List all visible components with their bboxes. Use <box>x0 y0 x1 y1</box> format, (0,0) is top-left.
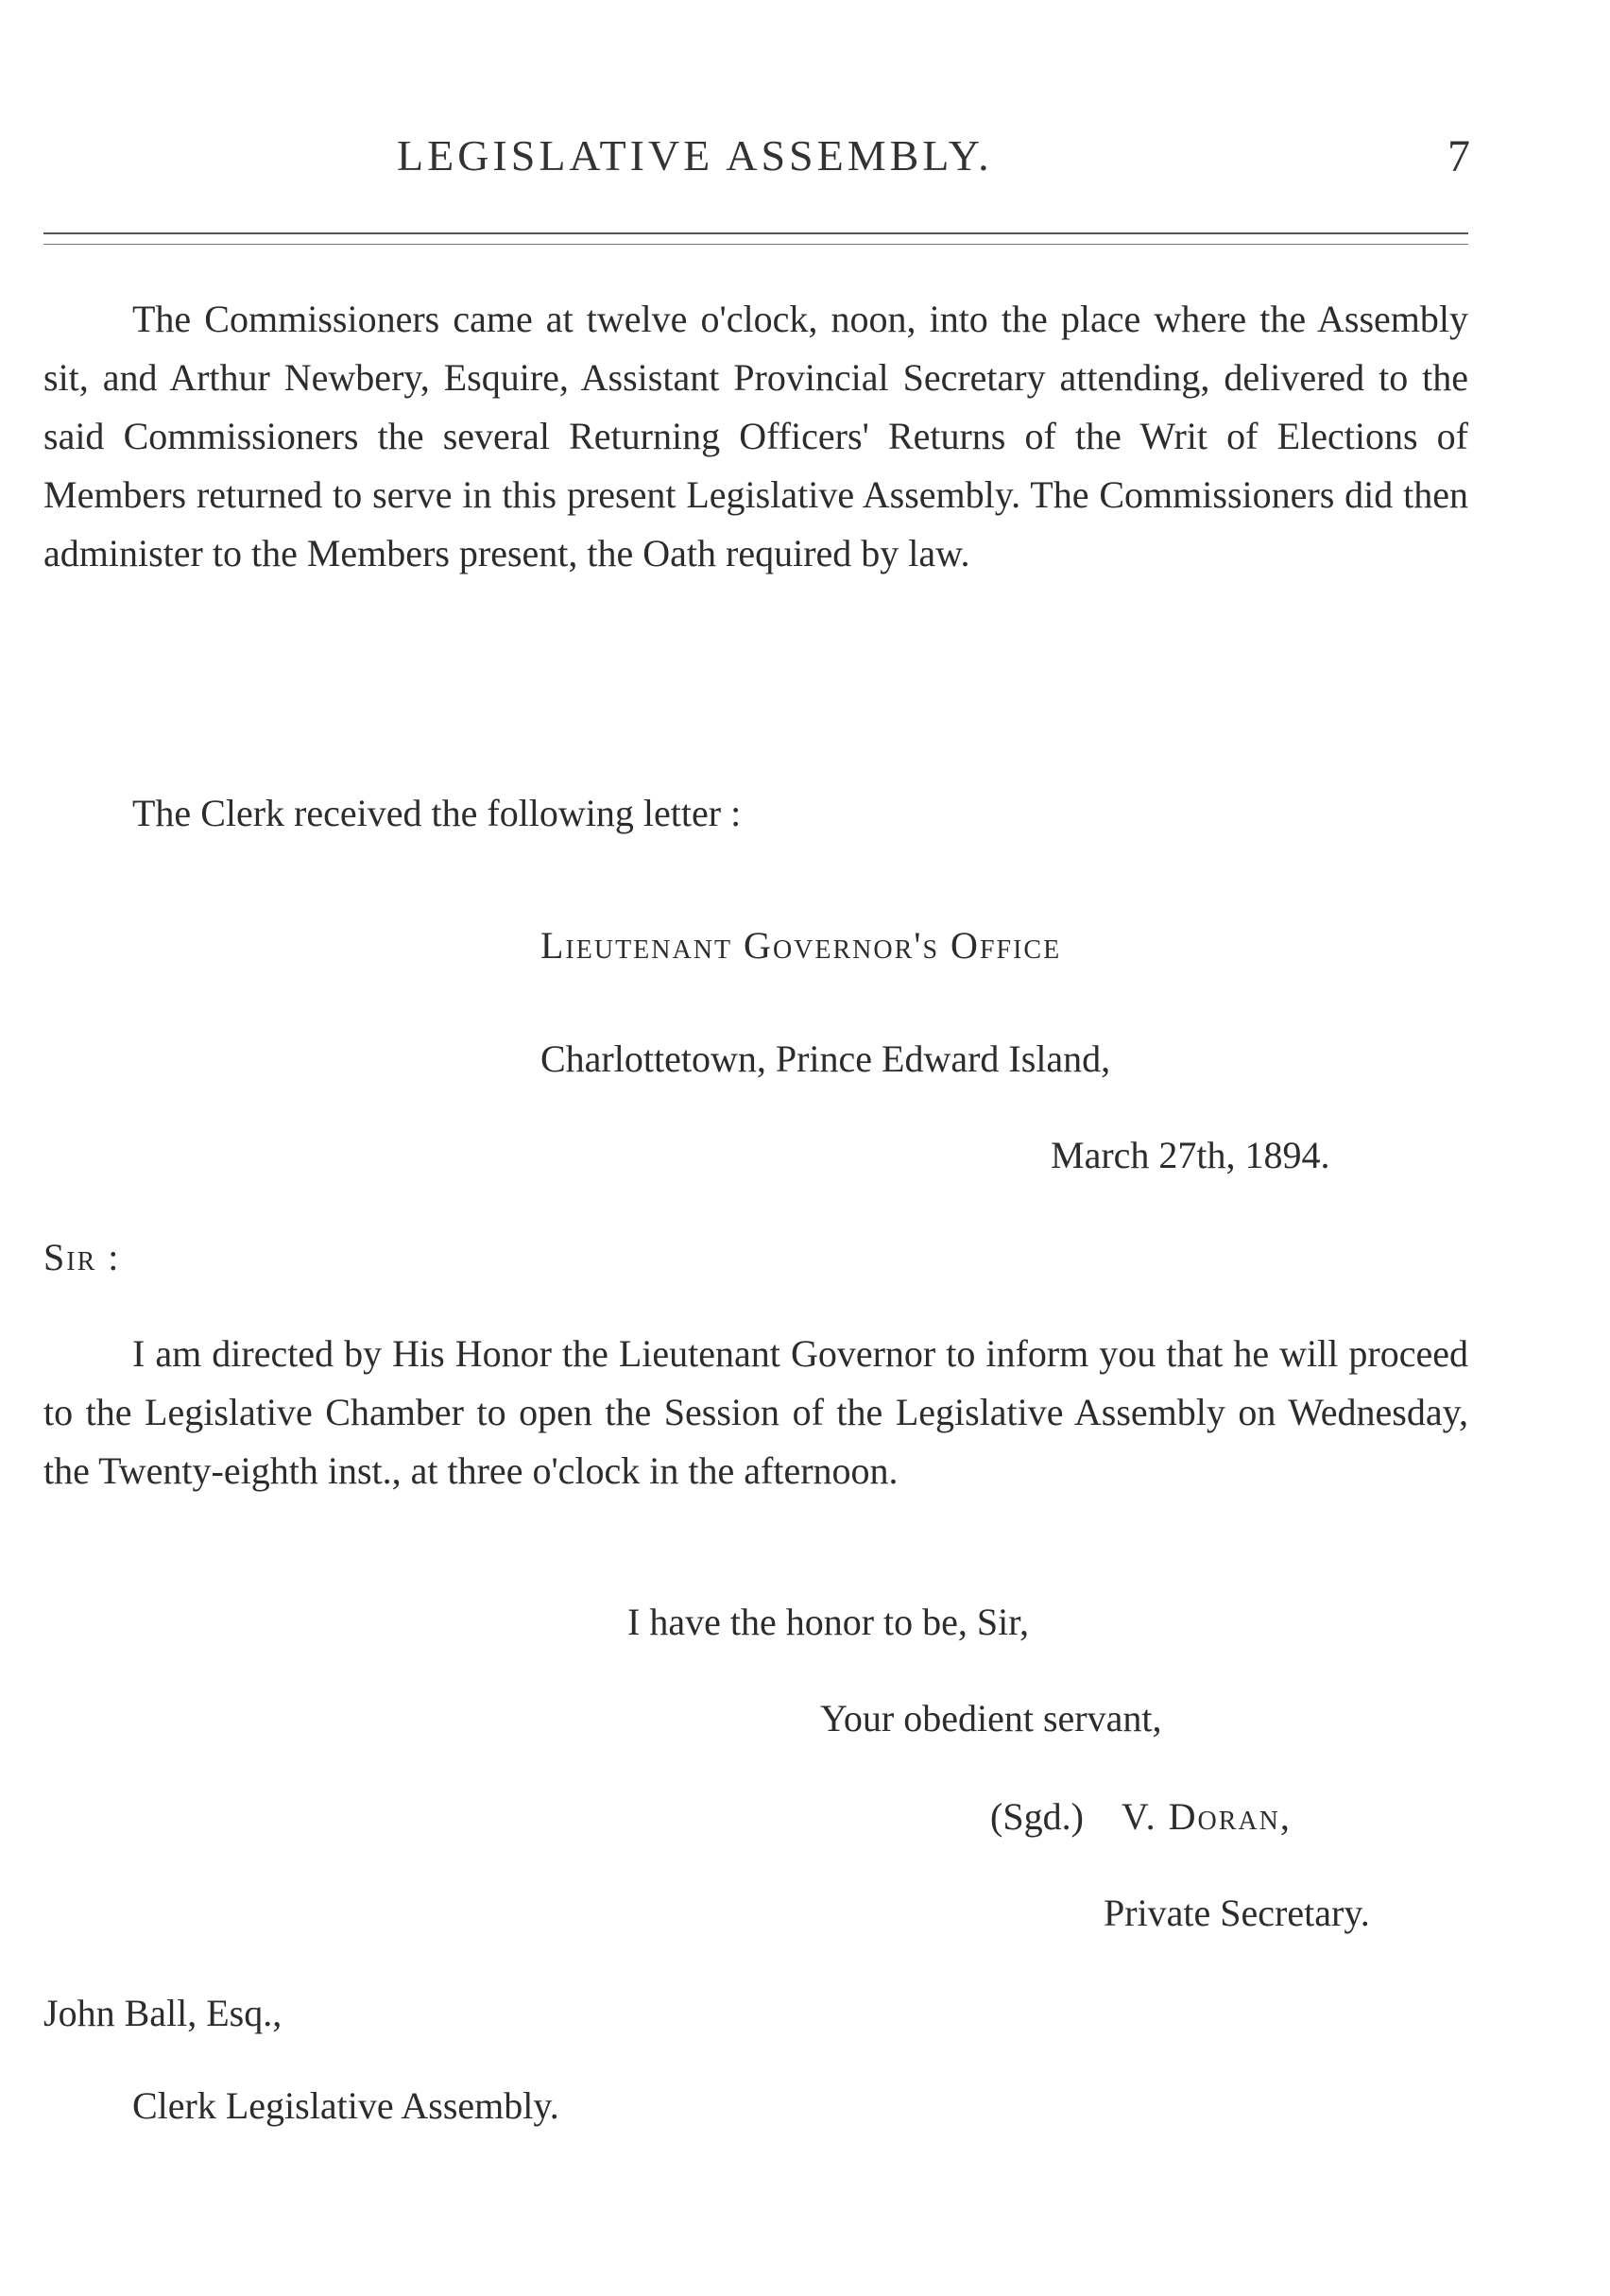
paragraph-clerk-received: The Clerk received the following letter : <box>132 792 742 834</box>
addressee-name: John Ball, Esq., <box>43 1992 283 2034</box>
running-header <box>0 130 1610 187</box>
letter-date: March 27th, 1894. <box>1051 1134 1330 1176</box>
letter-closing-1: I have the honor to be, Sir, <box>627 1601 1029 1643</box>
letter-office-heading: Lieutenant Governor's Office <box>540 924 1062 967</box>
running-title: LEGISLATIVE ASSEMBLY. <box>397 131 993 180</box>
letter-signature <box>990 1793 1292 1841</box>
header-rule-top <box>43 232 1468 234</box>
addressee-title: Clerk Legislative Assembly. <box>132 2084 559 2127</box>
paragraph-commissioners: The Commissioners came at twelve o'clock, noon, into the place where the Assembly sit, and Arthur Newbery, Esquire, Assistant Provincial Secretary attending, delivered to the said Commissioners the several Returning Officers' Returns of the Writ of Elections of Members returned to serve in this present Legislative Assembly. The Commissioners did then administer to the Members present, the Oath required by law. <box>43 298 1468 574</box>
header-rule-bottom <box>43 244 1468 245</box>
page-number: 7 <box>1447 131 1470 181</box>
letter-closing-2: Your obedient servant, <box>820 1697 1162 1739</box>
signer-title: Private Secretary. <box>1104 1892 1370 1934</box>
letter-salutation: Sir : <box>43 1236 121 1278</box>
signature-name: V. Doran, <box>1121 1795 1292 1838</box>
letter-place: Charlottetown, Prince Edward Island, <box>540 1037 1111 1080</box>
signature-prefix: (Sgd.) <box>990 1795 1084 1838</box>
letter-body: I am directed by His Honor the Lieutenant Governor to inform you that he will proceed to the Legislative Chamber to open the Session of the Legislative Assembly on Wednesday, the Twenty-eighth inst., at three o'clock in the afternoon. <box>43 1332 1468 1492</box>
